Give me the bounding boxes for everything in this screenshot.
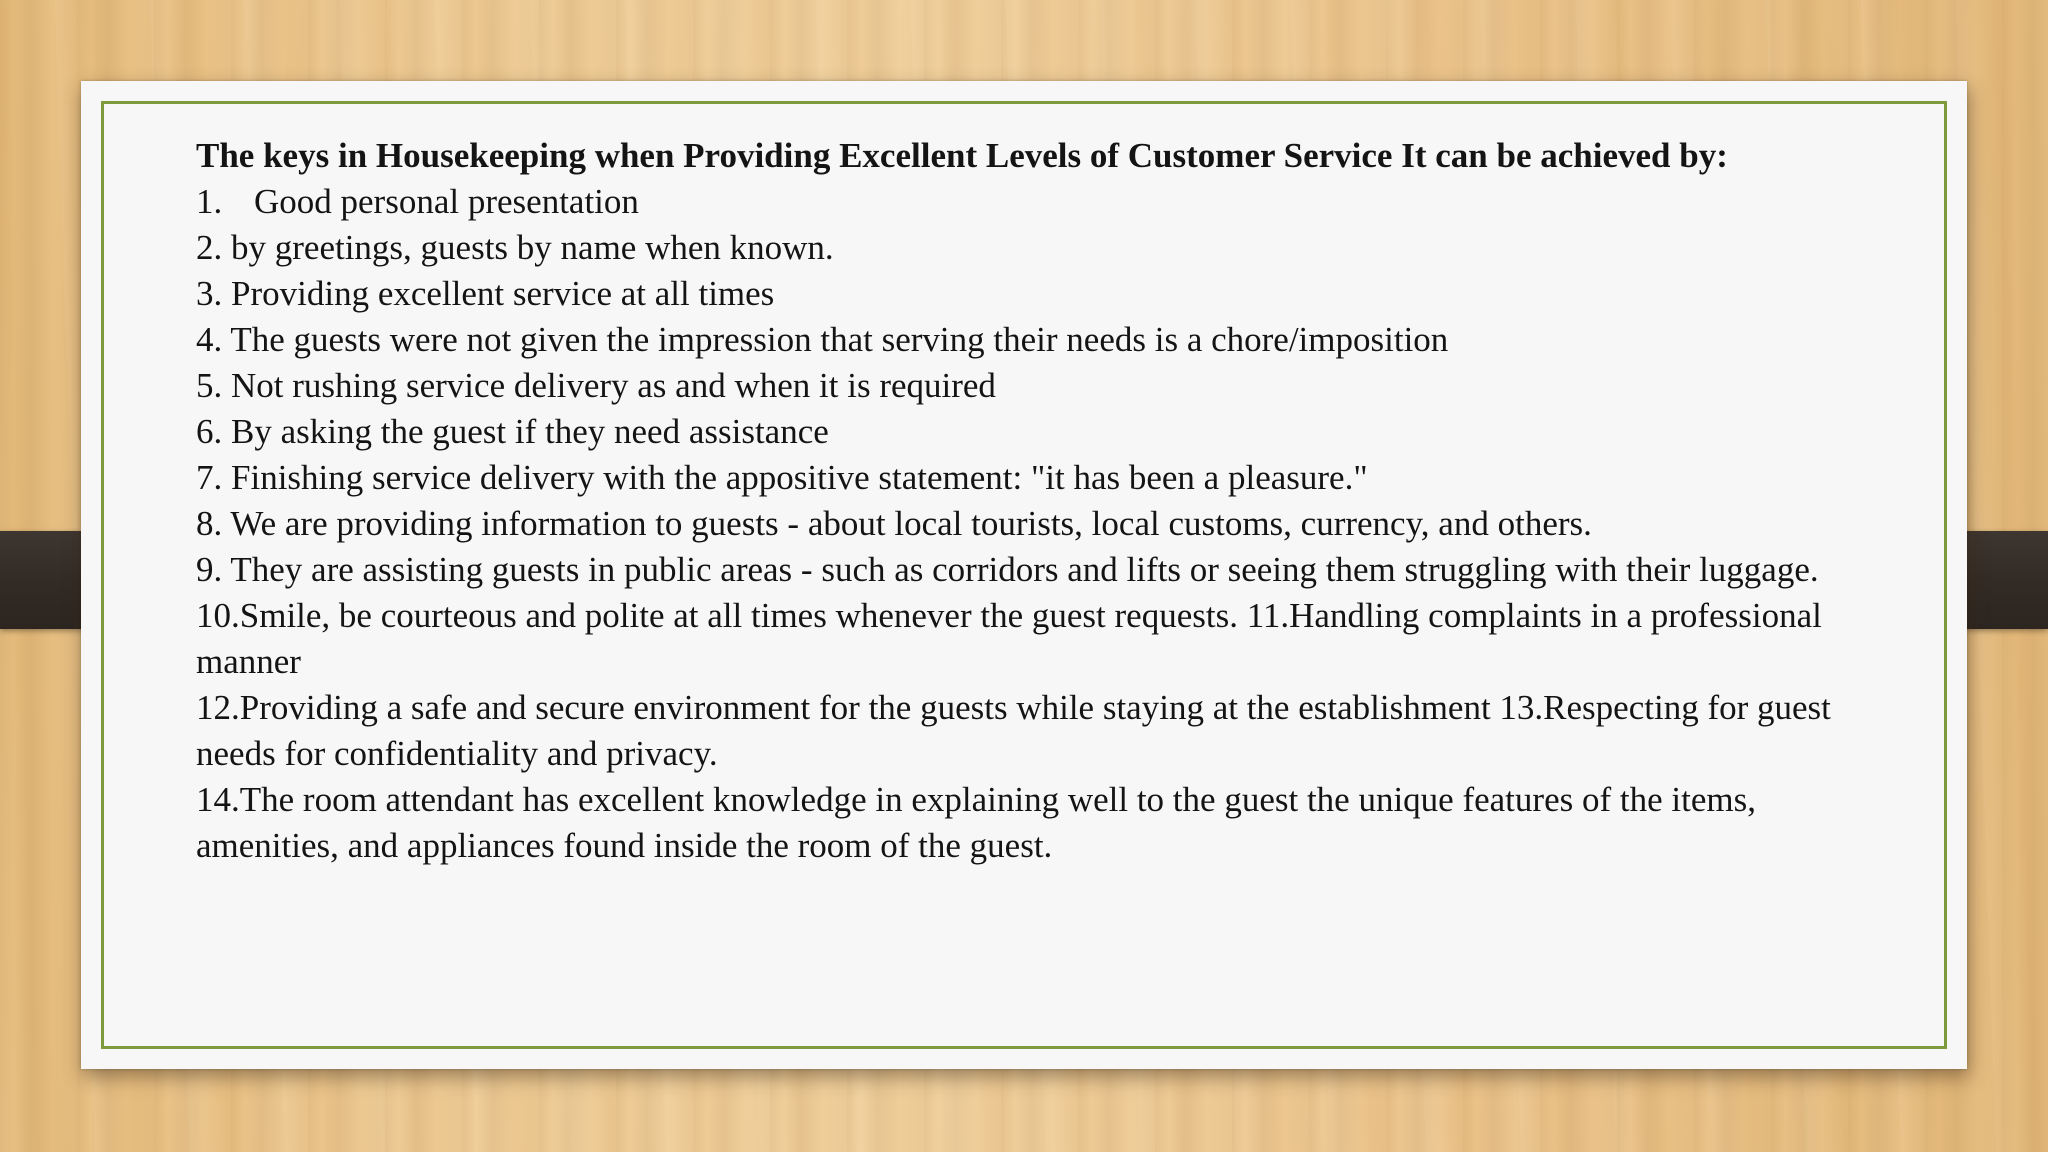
list-item-3: 3. Providing excellent service at all times — [196, 274, 775, 313]
list-item-6: 6. By asking the guest if they need assistance — [196, 412, 829, 451]
list-item-1 — [196, 179, 1856, 225]
slide-heading: The keys in Housekeeping when Providing Excellent Levels of Customer Service It can be achieved by: — [196, 136, 1728, 175]
list-item-2: 2. by greetings, guests by name when known. — [196, 228, 834, 267]
list-item-10-11: 10.Smile, be courteous and polite at all times whenever the guest requests. 11.Handling complaints in a professional manner — [196, 596, 1822, 681]
list-item-9: 9. They are assisting guests in public areas - such as corridors and lifts or seeing them struggling with their luggage. — [196, 550, 1819, 589]
list-item-text: Good personal presentation — [254, 182, 639, 221]
keys-list — [196, 179, 1856, 869]
list-item-5: 5. Not rushing service delivery as and when it is required — [196, 366, 996, 405]
list-item-12-13: 12.Providing a safe and secure environment for the guests while staying at the establishment 13.Respecting for guest needs for confidentiality and privacy. — [196, 688, 1831, 773]
list-item-4: 4. The guests were not given the impression that serving their needs is a chore/imposition — [196, 320, 1449, 359]
slide-content — [196, 133, 1856, 869]
list-item-number: 1. — [196, 182, 223, 221]
list-item-14: 14.The room attendant has excellent knowledge in explaining well to the guest the unique features of the items, amenities, and appliances found inside the room of the guest. — [196, 780, 1756, 865]
list-item-8: 8. We are providing information to guests - about local tourists, local customs, currency, and others. — [196, 504, 1592, 543]
list-item-7: 7. Finishing service delivery with the appositive statement: "it has been a pleasure." — [196, 458, 1368, 497]
